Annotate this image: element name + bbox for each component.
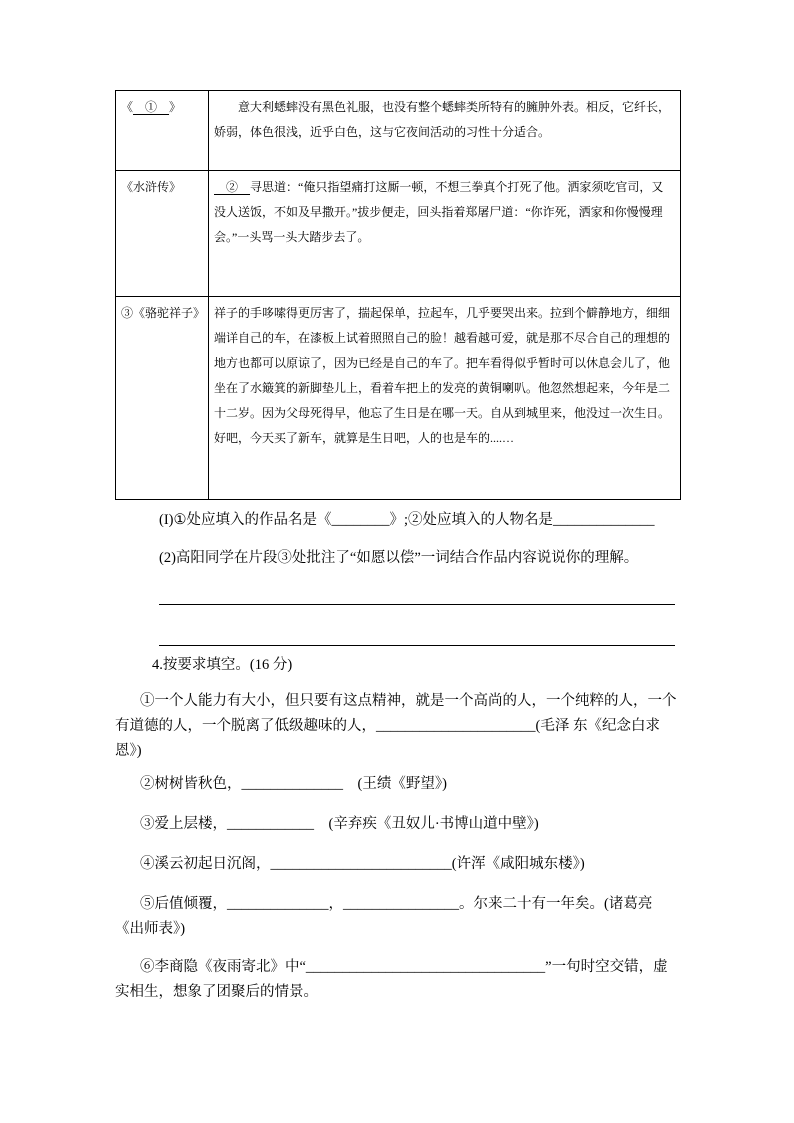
blank-1: ① bbox=[133, 100, 170, 114]
question-2: (2)高阳同学在片段③处批注了“如愿以偿”一词结合作品内容说说你的理解。 bbox=[159, 550, 639, 566]
work-title-cell: ③《骆驼祥子》 bbox=[116, 297, 209, 500]
fill-item-5: ⑤后值倾覆，______________，________________。尔来二十有一年矣。(诸葛亮《出师表》) bbox=[115, 896, 653, 937]
excerpt-table bbox=[115, 90, 681, 500]
excerpt-text: 寻思道：“俺只指望痛打这厮一顿，不想三拳真个打死了他。洒家须吃官司，又没人送饭，不如及早撒开。”拔步便走，回头指着郑屠尸道：“你诈死，洒家和你慢慢理会。”一头骂一头大踏步去了。 bbox=[214, 180, 664, 244]
answer-line bbox=[159, 604, 675, 605]
table-row bbox=[116, 171, 681, 297]
excerpt-cell bbox=[209, 171, 681, 297]
fill-item-6: ⑥李商隐《夜雨寄北》中“_________________________________”一句时空交错，虚实相生，想象了团聚后的情景。 bbox=[115, 959, 668, 1000]
excerpt-cell: 意大利蟋蟀没有黑色礼服，也没有整个蟋蟀类所特有的臃肿外表。相反，它纤长，娇弱，体色很浅，近乎白色，这与它夜间活动的习性十分适合。 bbox=[209, 91, 681, 171]
bracket-open: 《 bbox=[121, 100, 134, 114]
question-1: (I)①处应填入的作品名是《________》;②处应填入的人物名是______________ bbox=[159, 512, 655, 528]
bracket-close: 》 bbox=[169, 100, 182, 114]
fill-item-1: ①一个人能力有大小，但只要有这点精神，就是一个高尚的人，一个纯粹的人，一个有道德的人，一个脱离了低级趣味的人，______________________(毛泽 东《纪念白求恩》) bbox=[115, 693, 677, 759]
work-title-cell bbox=[116, 91, 209, 171]
fill-item-2: ②树树皆秋色，______________ (王绩《野望》) bbox=[140, 776, 447, 792]
table-row bbox=[116, 91, 681, 171]
work-title-cell: 《水浒传》 bbox=[116, 171, 209, 297]
answer-line bbox=[159, 645, 675, 646]
fill-item-4: ④溪云初起日沉阁，_________________________(许浑《咸阳城东楼》) bbox=[140, 856, 585, 872]
table-row bbox=[116, 297, 681, 500]
excerpt-cell: 祥子的手哆嗦得更厉害了，揣起保单，拉起车，几乎要哭出来。拉到个僻静地方，细细端详自己的车，在漆板上试着照照自己的脸！越看越可爱，就是那不尽合自己的理想的地方也都可以原谅了，因为已经是自己的车了。把车看得似乎暂时可以休息会儿了，他坐在了水簸箕的新脚垫儿上，看着车把上的发亮的黄铜喇叭。他忽然想起来，今年是二十二岁。因为父母死得早，他忘了生日是在哪一天。自从到城里来，他没过一次生日。好吧，今天买了新车，就算是生日吧，人的也是车的....… bbox=[209, 297, 681, 500]
blank-2: ② bbox=[214, 180, 251, 194]
section-4-heading: 4.按要求填空。(16 分) bbox=[152, 657, 293, 673]
fill-item-3: ③爱上层楼，____________ (辛弃疾《丑奴儿·书博山道中壁》) bbox=[140, 816, 539, 832]
